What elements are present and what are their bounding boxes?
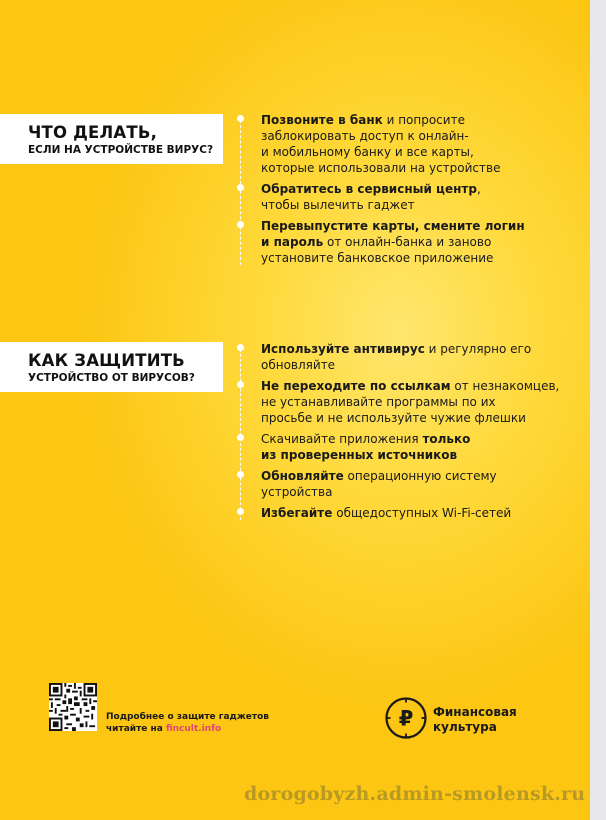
- item-line: [261, 505, 563, 521]
- section2-heading: [0, 342, 223, 392]
- brand-line2: культура: [433, 720, 497, 734]
- list-item: [243, 218, 563, 266]
- qr-caption-prefix: читайте на: [106, 724, 166, 734]
- watermark: dorogobyzh.admin-smolensk.ru: [244, 783, 586, 805]
- item-line: [261, 431, 563, 447]
- item-bold-text: Перевыпустите карты, смените логин: [261, 219, 525, 233]
- item-bold-text: и пароль: [261, 235, 324, 249]
- item-line: [261, 447, 563, 463]
- bullet-dot-icon: [237, 434, 244, 441]
- item-bold-text: Обратитесь в сервисный центр: [261, 182, 477, 196]
- item-line: [261, 250, 563, 266]
- list-item: [243, 431, 563, 463]
- item-line: [261, 234, 563, 250]
- section1-title: ЧТО ДЕЛАТЬ,: [28, 123, 158, 142]
- item-line: [261, 378, 563, 394]
- brand-name: [433, 705, 517, 735]
- item-bold-text: из проверенных источников: [261, 448, 458, 462]
- item-line: [261, 410, 563, 426]
- section2-subtitle: УСТРОЙСТВО ОТ ВИРУСОВ?: [28, 372, 195, 384]
- ruble-clock-icon: [384, 696, 428, 740]
- item-line: [261, 197, 563, 213]
- item-bold-text: Не переходите по ссылкам: [261, 379, 451, 393]
- item-line: [261, 341, 563, 357]
- item-text: ,: [476, 182, 481, 196]
- bullet-dot-icon: [237, 508, 244, 515]
- item-line: [261, 394, 563, 410]
- page-edge: [590, 0, 606, 820]
- item-text: заблокировать доступ к онлайн-: [261, 129, 469, 143]
- item-line: [261, 112, 563, 128]
- bullet-dot-icon: [237, 344, 244, 351]
- section2-list: [243, 341, 563, 526]
- item-line: [261, 181, 563, 197]
- item-line: [261, 160, 563, 176]
- item-bold-text: Используйте антивирус: [261, 342, 425, 356]
- item-line: [261, 128, 563, 144]
- item-text: установите банковское приложение: [261, 251, 494, 265]
- item-text: от незнакомцев,: [450, 379, 560, 393]
- bullet-dot-icon: [237, 471, 244, 478]
- bullet-dot-icon: [237, 115, 244, 122]
- item-line: [261, 468, 563, 484]
- brand-line1: Финансовая: [433, 705, 517, 719]
- section1-subtitle: ЕСЛИ НА УСТРОЙСТВЕ ВИРУС?: [28, 144, 214, 156]
- list-item: [243, 378, 563, 426]
- item-text: общедоступных Wi-Fi-сетей: [332, 506, 512, 520]
- item-text: операционную систему: [343, 469, 497, 483]
- item-line: [261, 218, 563, 234]
- bullet-dot-icon: [237, 221, 244, 228]
- item-text: устройства: [261, 485, 333, 499]
- qr-caption-line2: [106, 723, 269, 735]
- qr-caption-line1: Подробнее о защите гаджетов: [106, 712, 269, 722]
- list-item: [243, 468, 563, 500]
- item-text: Скачивайте приложения: [261, 432, 423, 446]
- item-bold-text: Обновляйте: [261, 469, 344, 483]
- qr-caption: [106, 711, 269, 735]
- fincult-link[interactable]: fincult.info: [165, 724, 222, 734]
- item-text: не устанавливайте программы по их: [261, 395, 496, 409]
- item-text: чтобы вылечить гаджет: [261, 198, 415, 212]
- item-text: от онлайн-банка и заново: [323, 235, 492, 249]
- list-item: [243, 181, 563, 213]
- list-item: [243, 505, 563, 521]
- ruble-symbol: ₽: [398, 706, 414, 731]
- bullet-dot-icon: [237, 184, 244, 191]
- qr-code-icon[interactable]: [49, 683, 97, 731]
- dashed-divider: [240, 344, 241, 520]
- item-text: и попросите: [382, 113, 465, 127]
- item-bold-text: Избегайте: [261, 506, 333, 520]
- item-text: и регулярно его: [424, 342, 532, 356]
- item-line: [261, 484, 563, 500]
- section2-title: КАК ЗАЩИТИТЬ: [28, 351, 185, 370]
- item-text: и мобильному банку и все карты,: [261, 145, 474, 159]
- item-text: просьбе и не используйте чужие флешки: [261, 411, 526, 425]
- section1-list: [243, 112, 563, 271]
- bullet-dot-icon: [237, 381, 244, 388]
- item-bold-text: только: [422, 432, 471, 446]
- item-line: [261, 144, 563, 160]
- item-bold-text: Позвоните в банк: [261, 113, 383, 127]
- section1-heading: [0, 114, 223, 164]
- item-text: которые использовали на устройстве: [261, 161, 501, 175]
- list-item: [243, 112, 563, 176]
- item-text: обновляйте: [261, 358, 336, 372]
- item-line: [261, 357, 563, 373]
- list-item: [243, 341, 563, 373]
